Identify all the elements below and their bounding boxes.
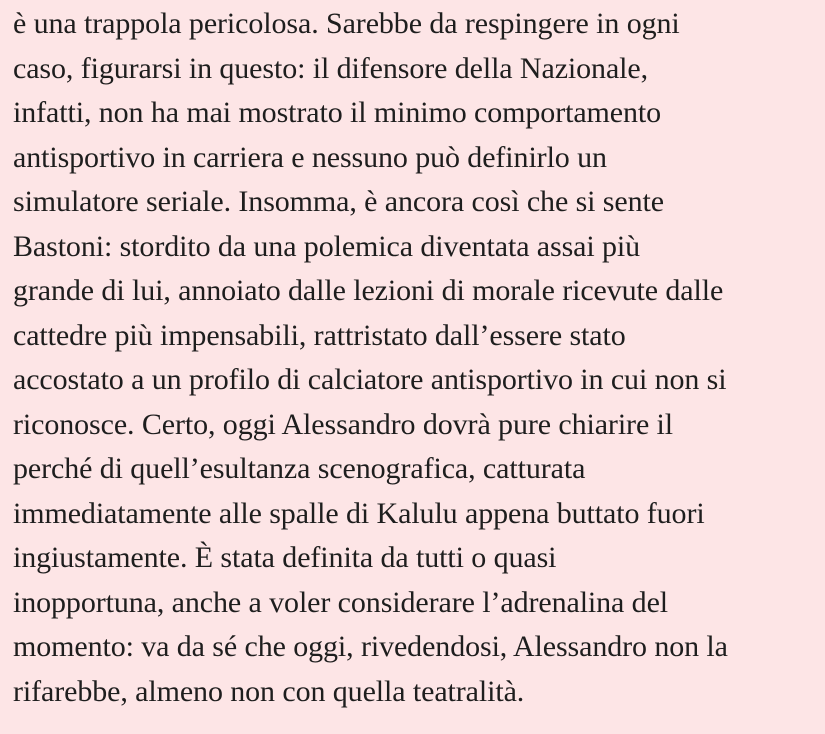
text-line: caso, figurarsi in questo: il difensore della Nazionale, bbox=[13, 51, 649, 85]
text-line: antisportivo in carriera e nessuno può definirlo un bbox=[13, 140, 607, 174]
text-line: perché di quell’esultanza scenografica, catturata bbox=[13, 452, 586, 485]
text-line: accostato a un profilo di calciatore antisportivo in cui non si bbox=[13, 363, 727, 396]
text-line: rifarebbe, almeno non con quella teatralità. bbox=[13, 674, 525, 708]
text-line: Bastoni: stordito da una polemica diventata assai più bbox=[13, 229, 641, 263]
text-line: inopportuna, anche a voler considerare l’adrenalina del bbox=[13, 585, 669, 619]
text-line: riconosce. Certo, oggi Alessandro dovrà pure chiarire il bbox=[13, 407, 674, 441]
text-line: grande di lui, annoiato dalle lezioni di morale ricevute dalle bbox=[13, 274, 724, 307]
text-line: momento: va da sé che oggi, rivedendosi, Alessandro non la bbox=[13, 630, 728, 663]
text-line: cattedre più impensabili, rattristato dall’essere stato bbox=[13, 318, 626, 352]
text-line: è una trappola pericolosa. Sarebbe da respingere in ogni bbox=[13, 7, 680, 40]
text-line: immediatamente alle spalle di Kalulu appena buttato fuori bbox=[13, 496, 705, 530]
text-line: infatti, non ha mai mostrato il minimo comportamento bbox=[13, 96, 662, 129]
text-line: simulatore seriale. Insomma, è ancora così che si sente bbox=[13, 185, 664, 218]
text-line: ingiustamente. È stata definita da tutti o quasi bbox=[13, 541, 557, 574]
